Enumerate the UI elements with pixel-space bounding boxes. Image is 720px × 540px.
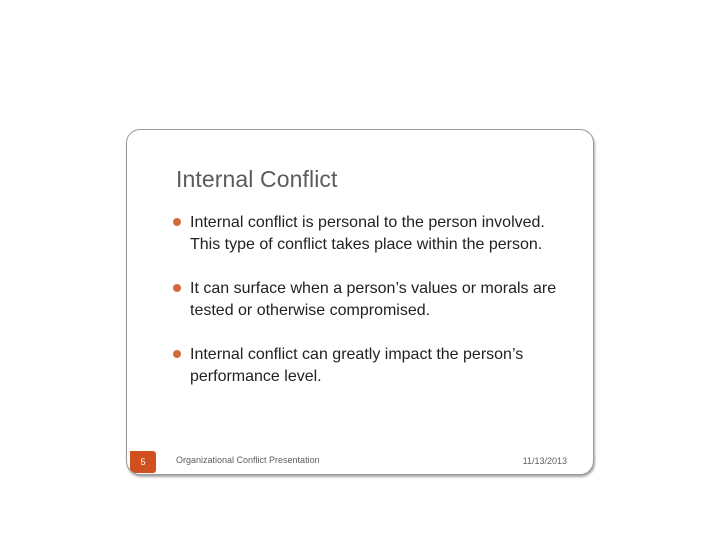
bullet-list: [171, 212, 571, 410]
bullet-dot-icon: [173, 218, 181, 226]
bullet-text: Internal conflict is personal to the person involved. This type of conflict takes place within the person.: [190, 214, 545, 253]
bullet-dot-icon: [173, 350, 181, 358]
footer-date: 11/13/2013: [522, 456, 567, 466]
bullet-item: [171, 212, 571, 256]
slide: [126, 129, 594, 475]
slide-number-badge: 5: [130, 451, 156, 473]
bullet-item: [171, 278, 571, 322]
bullet-text: It can surface when a person’s values or morals are tested or otherwise compromised.: [190, 280, 557, 319]
slide-title: Internal Conflict: [176, 166, 338, 192]
bullet-text: Internal conflict can greatly impact the person’s performance level.: [190, 346, 524, 385]
bullet-dot-icon: [173, 284, 181, 292]
footer-presentation-title: Organizational Conflict Presentation: [176, 455, 320, 465]
bullet-item: [171, 344, 571, 388]
